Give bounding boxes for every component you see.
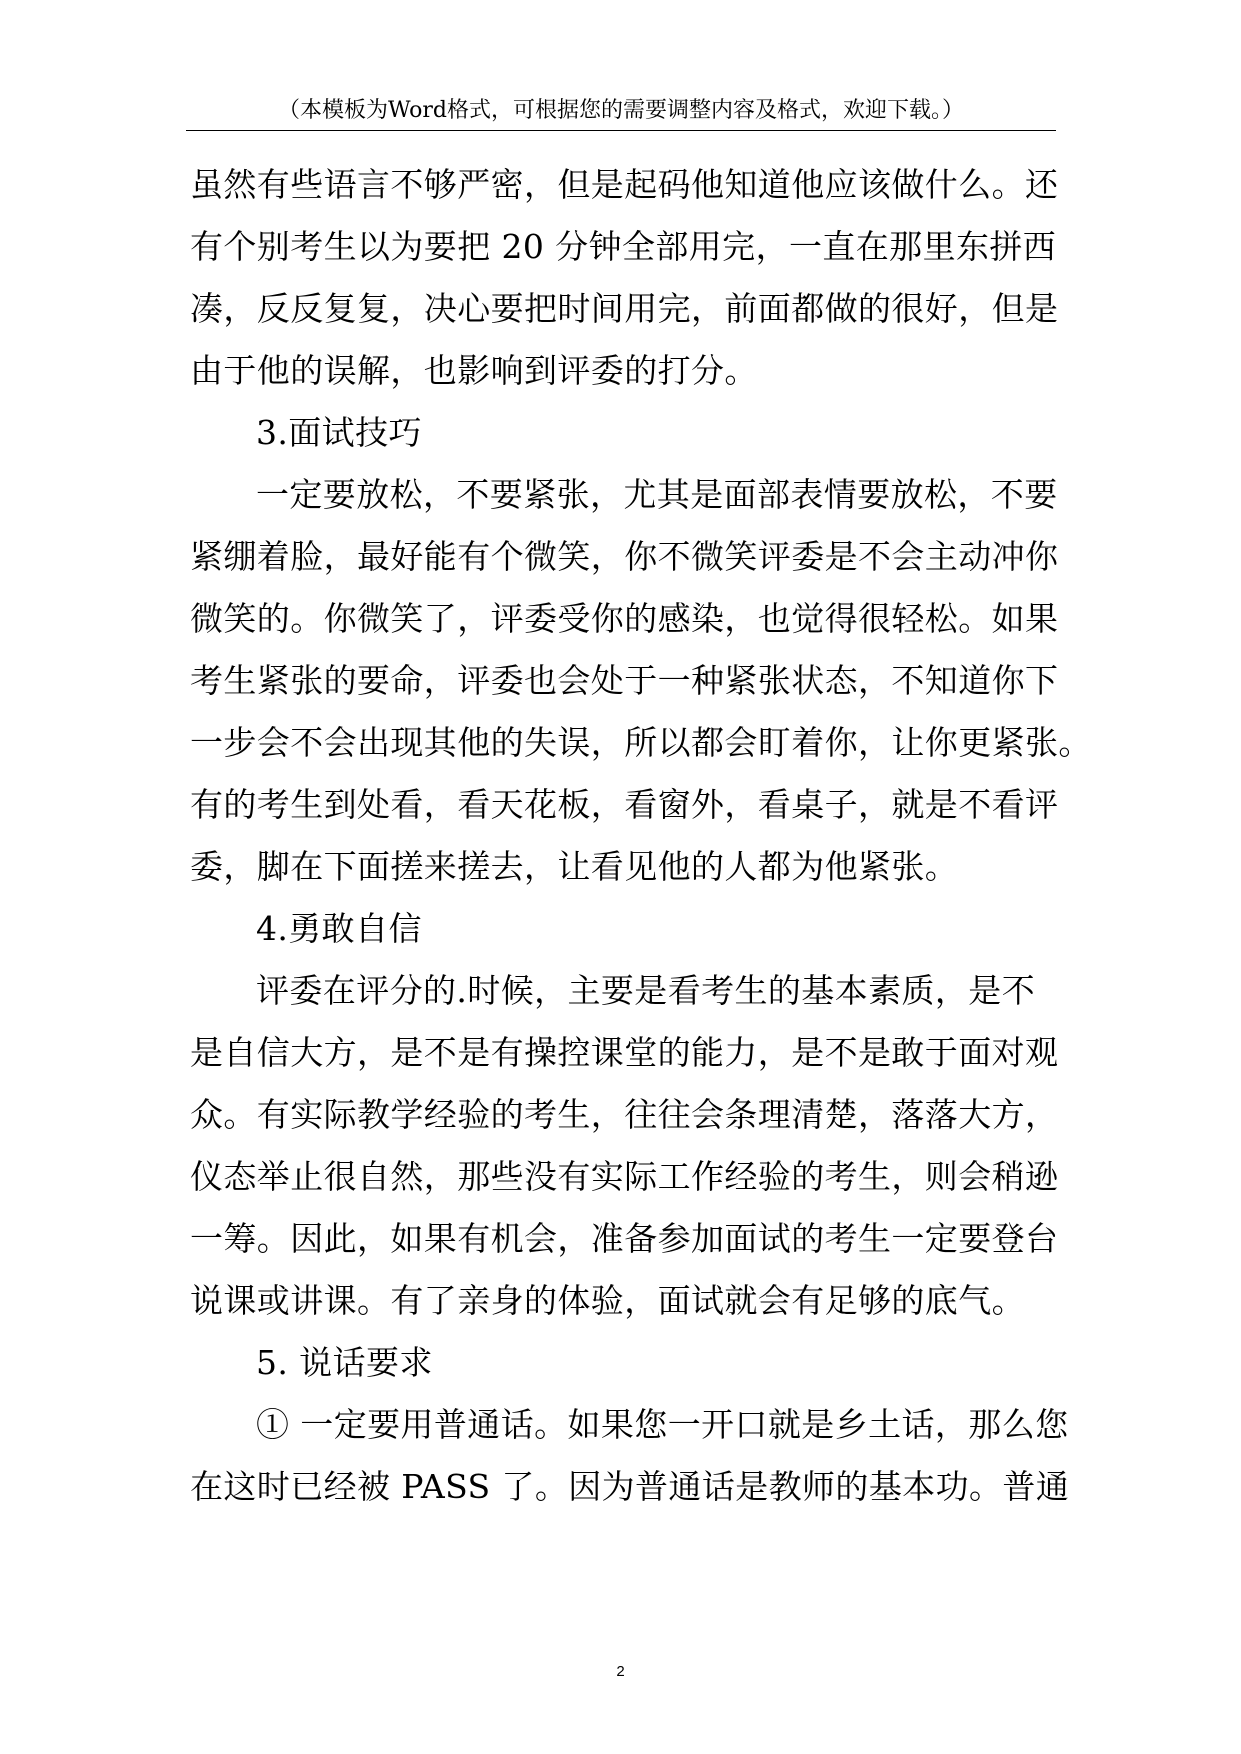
- header-note: （本模板为Word格式，可根据您的需要调整内容及格式，欢迎下载。）: [278, 98, 964, 123]
- body-line: 有个别考生以为要把 20 分钟全部用完，一直在那里东拼西: [190, 227, 1057, 266]
- body-line: 3.面试技巧: [256, 413, 422, 452]
- body-line: 有的考生到处看，看天花板，看窗外，看桌子，就是不看评: [190, 785, 1059, 824]
- body-line: 4.勇敢自信: [256, 909, 422, 948]
- document-body: [190, 154, 1092, 1518]
- body-line: 委，脚在下面搓来搓去，让看见他的人都为他紧张。: [190, 847, 959, 886]
- body-line: 在这时已经被 PASS 了。因为普通话是教师的基本功。普通: [190, 1467, 1070, 1506]
- body-line: 仪态举止很自然，那些没有实际工作经验的考生，则会稍逊: [190, 1157, 1059, 1196]
- body-line: 一定要放松，不要紧张，尤其是面部表情要放松，不要: [256, 475, 1058, 514]
- body-line: 5. 说话要求: [256, 1343, 433, 1382]
- body-line: 凑，反反复复，决心要把时间用完，前面都做的很好，但是: [190, 289, 1059, 328]
- body-line: 一步会不会出现其他的失误，所以都会盯着你，让你更紧张。: [190, 723, 1092, 762]
- body-line: 紧绷着脸，最好能有个微笑，你不微笑评委是不会主动冲你: [190, 537, 1059, 576]
- header-divider: [186, 130, 1056, 131]
- body-line: 评委在评分的.时候，主要是看考生的基本素质，是不: [256, 971, 1036, 1010]
- body-line: 考生紧张的要命，评委也会处于一种紧张状态，不知道你下: [190, 661, 1059, 700]
- body-line: 说课或讲课。有了亲身的体验，面试就会有足够的底气。: [190, 1281, 1025, 1320]
- body-line: 一筹。因此，如果有机会，准备参加面试的考生一定要登台: [190, 1219, 1059, 1258]
- body-line: 众。有实际教学经验的考生，往往会条理清楚，落落大方，: [190, 1095, 1059, 1134]
- page-number: 2: [616, 1663, 625, 1680]
- body-line: 是自信大方，是不是有操控课堂的能力，是不是敢于面对观: [190, 1033, 1059, 1072]
- body-line: ① 一定要用普通话。如果您一开口就是乡土话，那么您: [256, 1405, 1069, 1444]
- body-line: 微笑的。你微笑了，评委受你的感染，也觉得很轻松。如果: [190, 599, 1059, 638]
- body-line: 虽然有些语言不够严密，但是起码他知道他应该做什么。还: [190, 165, 1059, 204]
- body-line: 由于他的误解，也影响到评委的打分。: [190, 351, 758, 390]
